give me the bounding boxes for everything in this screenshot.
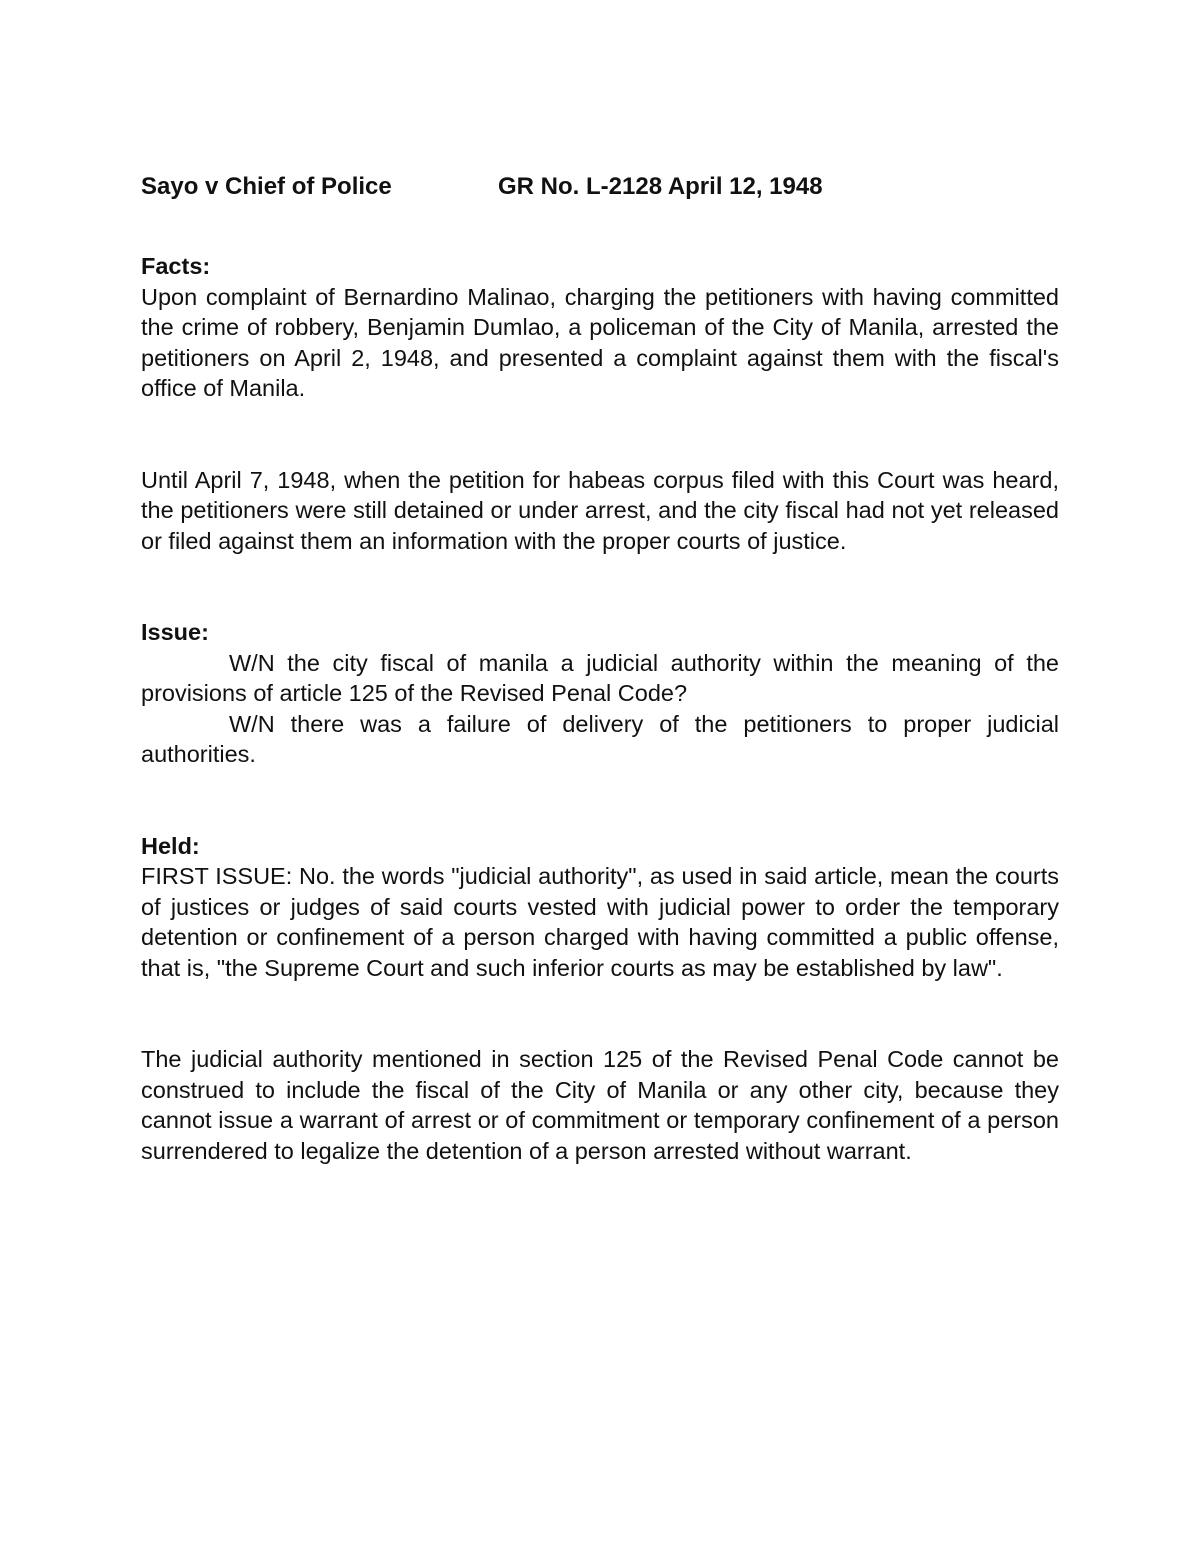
document-title <box>141 171 1059 203</box>
case-name: Sayo v Chief of Police <box>141 173 392 200</box>
spacer <box>141 404 1059 465</box>
spacer <box>141 983 1059 1044</box>
issue-heading: Issue: <box>141 619 209 645</box>
held-paragraph-1: FIRST ISSUE: No. the words "judicial authority", as used in said article, mean the courts of justices or judges of said courts vested with judicial power to order the temporary detention or confinement of a person charged with having committed a public offense, that is, "the Supreme Court and such inferior courts as may be established by law". <box>141 863 1059 981</box>
issue-item-1: W/N the city fiscal of manila a judicial authority within the meaning of the provisions of article 125 of the Revised Penal Code? <box>141 649 1059 706</box>
spacer <box>141 770 1059 831</box>
held-heading: Held: <box>141 832 200 859</box>
facts-paragraph-2: Until April 7, 1948, when the petition for habeas corpus filed with this Court was heard, the petitioners were still detained or under arrest, and the city fiscal had not yet released or filed against them an information with the proper courts of justice. <box>141 466 1059 554</box>
facts-heading: Facts: <box>141 253 211 279</box>
case-reference: GR No. L-2128 April 12, 1948 <box>498 173 823 200</box>
facts-paragraph-1: Upon complaint of Bernardino Malinao, charging the petitioners with having committed the crime of robbery, Benjamin Dumlao, a policeman of the City of Manila, arrested the petitioners on April 2, 1948, and presented a complaint against them with the fiscal's office of Manila. <box>141 283 1059 401</box>
issue-item-2: W/N there was a failure of delivery of the petitioners to proper judicial authorities. <box>141 710 1059 767</box>
document-body <box>141 171 1059 1166</box>
held-paragraph-2: The judicial authority mentioned in section 125 of the Revised Penal Code cannot be construed to include the fiscal of the City of Manila or any other city, because they cannot issue a warrant of arrest or of commitment or temporary confinement of a person surrendered to legalize the detention of a person arrested without warrant. <box>141 1046 1059 1164</box>
spacer <box>141 556 1059 617</box>
